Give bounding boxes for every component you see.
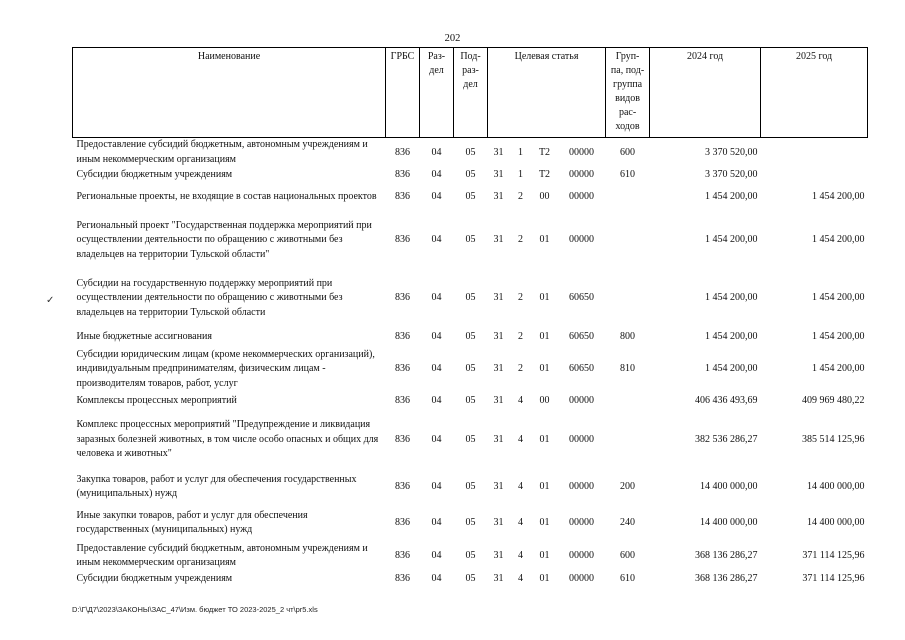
cell-y2025: 1 454 200,00 [812, 363, 865, 374]
table-header-row [73, 48, 868, 138]
cell-podrazdel: 05 [465, 433, 476, 445]
cell-t1: 31 [493, 363, 504, 374]
file-path-footer: D:\Г\Д7\2023\ЗАКОНЫ\ЗАС_47\Изм. бюджет ТО 2023-2025_2 чт\pr5.xls [72, 605, 318, 614]
cell-razdel: 04 [431, 168, 442, 180]
cell-grbs: 836 [395, 394, 410, 406]
cell-podrazdel: 05 [465, 549, 476, 561]
cell-y2025: 1 454 200,00 [812, 190, 865, 202]
cell-y2024: 1 454 200,00 [705, 234, 758, 246]
cell-name: Субсидии бюджетным учреждениям [76, 168, 233, 180]
cell-group: 600 [620, 549, 636, 561]
cell-y2024: 406 436 493,69 [695, 394, 758, 406]
cell-t1: 31 [493, 234, 504, 246]
cell-podrazdel: 05 [465, 234, 476, 246]
cell-y2024: 1 454 200,00 [705, 331, 758, 343]
cell-name: Региональные проекты, не входящие в состав национальных проектов [76, 190, 377, 202]
cell-t2: 2 [518, 292, 523, 304]
table-row [73, 212, 868, 270]
cell-group: 810 [620, 363, 636, 374]
cell-podrazdel: 05 [465, 394, 476, 406]
table-row [73, 168, 868, 183]
cell-name: Региональный проект "Государственная поддержка мероприятий при осуществлении деятельности по обращению с животными без владельцев на территории Тульской области" [76, 219, 372, 260]
table-row [73, 348, 868, 392]
cell-name: Закупка товаров, работ и услуг для обеспечения государственных (муниципальных) нужд [76, 473, 357, 499]
cell-group: 600 [620, 146, 636, 158]
cell-group: 200 [620, 480, 636, 492]
cell-t4: 00000 [569, 572, 595, 584]
page-number: 202 [444, 33, 461, 44]
header-group: Груп- па, под- группа видов рас- ходов [606, 48, 650, 138]
cell-podrazdel: 05 [465, 331, 476, 343]
cell-group [606, 391, 650, 411]
cell-t4: 00000 [569, 394, 595, 406]
cell-grbs: 836 [395, 480, 410, 492]
cell-name: Субсидии бюджетным учреждениям [76, 572, 233, 584]
table-row [73, 138, 868, 168]
table-row [73, 505, 868, 541]
cell-razdel: 04 [431, 234, 442, 246]
cell-t1: 31 [493, 480, 504, 492]
cell-group [606, 212, 650, 270]
budget-table [72, 47, 868, 587]
cell-grbs: 836 [395, 292, 410, 304]
cell-t1: 31 [493, 168, 504, 180]
cell-t1: 31 [493, 190, 504, 202]
cell-y2025: 14 400 000,00 [807, 516, 865, 528]
cell-t3: 00 [539, 190, 550, 202]
cell-razdel: 04 [431, 331, 442, 343]
cell-group: 800 [620, 331, 636, 343]
cell-t3: 01 [539, 516, 550, 528]
cell-podrazdel: 05 [465, 146, 476, 158]
table-row [73, 411, 868, 469]
cell-y2025: 409 969 480,22 [802, 394, 865, 406]
cell-podrazdel: 05 [465, 190, 476, 202]
cell-podrazdel: 05 [465, 516, 476, 528]
cell-y2024: 3 370 520,00 [705, 168, 758, 180]
cell-y2024: 14 400 000,00 [700, 516, 758, 528]
cell-t1: 31 [493, 394, 504, 406]
cell-y2024: 368 136 286,27 [695, 549, 758, 561]
cell-group: 240 [620, 516, 636, 528]
cell-t4: 00000 [569, 190, 595, 202]
cell-t3: 01 [539, 549, 550, 561]
cell-group [606, 183, 650, 212]
cell-t1: 31 [493, 331, 504, 343]
cell-t3: 01 [539, 331, 550, 343]
cell-grbs: 836 [395, 572, 410, 584]
cell-razdel: 04 [431, 146, 442, 158]
cell-grbs: 836 [395, 363, 410, 374]
cell-t4: 00000 [569, 234, 595, 246]
cell-t3: 01 [539, 292, 550, 304]
cell-name: Предоставление субсидий бюджетным, автономным учреждениям и иным некоммерческим организациям [76, 542, 368, 568]
cell-t4: 60650 [569, 292, 595, 304]
cell-y2024: 1 454 200,00 [705, 292, 758, 304]
scan-mark: ✓ [46, 295, 55, 306]
cell-y2025: 14 400 000,00 [807, 480, 865, 492]
cell-t4: 00000 [569, 516, 595, 528]
cell-podrazdel: 05 [465, 168, 476, 180]
table-row [73, 541, 868, 571]
cell-podrazdel: 05 [465, 292, 476, 304]
cell-y2025 [761, 138, 868, 168]
header-name: Наименование [73, 48, 386, 138]
table-row [73, 391, 868, 411]
cell-razdel: 04 [431, 549, 442, 561]
cell-t1: 31 [493, 516, 504, 528]
cell-name: Предоставление субсидий бюджетным, автономным учреждениям и иным некоммерческим организациям [76, 139, 368, 165]
cell-y2025: 1 454 200,00 [812, 234, 865, 246]
cell-t3: 01 [539, 363, 550, 374]
cell-razdel: 04 [431, 363, 442, 374]
cell-t2: 2 [518, 331, 523, 343]
cell-podrazdel: 05 [465, 572, 476, 584]
cell-name: Субсидии юридическим лицам (кроме некоммерческих организаций), индивидуальным предпринимателям, физическим лицам - производителям товаров, работ, услуг [76, 348, 375, 389]
cell-t4: 60650 [569, 331, 595, 343]
cell-grbs: 836 [395, 146, 410, 158]
header-target: Целевая статья [488, 48, 606, 138]
cell-y2025: 1 454 200,00 [812, 331, 865, 343]
cell-name: Субсидии на государственную поддержку мероприятий при осуществлении деятельности по обращению с животными без владельцев на территории Тульской области [76, 277, 343, 318]
cell-grbs: 836 [395, 168, 410, 180]
cell-t3: 00 [539, 394, 550, 406]
cell-t4: 00000 [569, 480, 595, 492]
cell-grbs: 836 [395, 549, 410, 561]
cell-grbs: 836 [395, 234, 410, 246]
cell-name: Комплекс процессных мероприятий "Предупреждение и ликвидация заразных болезней животных, в том числе особо опасных и общих для человека и животных" [76, 419, 379, 460]
cell-t3: 01 [539, 572, 550, 584]
cell-y2024: 382 536 286,27 [695, 433, 758, 445]
cell-t2: 2 [518, 234, 523, 246]
header-2024: 2024 год [650, 48, 761, 138]
cell-razdel: 04 [431, 433, 442, 445]
cell-grbs: 836 [395, 516, 410, 528]
header-grbs: ГРБС [386, 48, 420, 138]
cell-razdel: 04 [431, 292, 442, 304]
cell-podrazdel: 05 [465, 363, 476, 374]
cell-t4: 00000 [569, 549, 595, 561]
cell-y2024: 3 370 520,00 [705, 146, 758, 158]
table-row [73, 469, 868, 505]
table-row [73, 270, 868, 328]
cell-razdel: 04 [431, 394, 442, 406]
cell-t4: 00000 [569, 168, 595, 180]
cell-name: Иные бюджетные ассигнования [76, 331, 212, 343]
cell-y2025 [761, 168, 868, 183]
cell-t2: 4 [518, 433, 523, 445]
cell-y2025: 371 114 125,96 [802, 572, 865, 584]
cell-t1: 31 [493, 146, 504, 158]
cell-t1: 31 [493, 433, 504, 445]
cell-group [606, 270, 650, 328]
cell-t4: 00000 [569, 146, 595, 158]
cell-t4: 00000 [569, 433, 595, 445]
cell-t2: 1 [518, 146, 523, 158]
cell-podrazdel: 05 [465, 480, 476, 492]
cell-t2: 4 [518, 394, 523, 406]
cell-t2: 4 [518, 549, 523, 561]
cell-y2025: 385 514 125,96 [802, 433, 865, 445]
table-row [73, 571, 868, 587]
cell-y2024: 1 454 200,00 [705, 190, 758, 202]
cell-y2025: 371 114 125,96 [802, 549, 865, 561]
cell-t1: 31 [493, 549, 504, 561]
cell-grbs: 836 [395, 190, 410, 202]
cell-y2024: 14 400 000,00 [700, 480, 758, 492]
table-row [73, 328, 868, 348]
cell-t3: 01 [539, 433, 550, 445]
cell-t3: 01 [539, 480, 550, 492]
cell-grbs: 836 [395, 331, 410, 343]
cell-t2: 2 [518, 190, 523, 202]
header-podrazdel: Под- раз- дел [454, 48, 488, 138]
cell-t2: 4 [518, 516, 523, 528]
cell-t2: 1 [518, 168, 523, 180]
cell-razdel: 04 [431, 190, 442, 202]
cell-t1: 31 [493, 292, 504, 304]
header-2025: 2025 год [761, 48, 868, 138]
cell-t2: 4 [518, 572, 523, 584]
cell-t3: Т2 [538, 168, 551, 180]
cell-y2024: 1 454 200,00 [705, 363, 758, 374]
cell-name: Комплексы процессных мероприятий [76, 394, 237, 406]
cell-razdel: 04 [431, 480, 442, 492]
cell-t3: 01 [539, 234, 550, 246]
cell-y2025: 1 454 200,00 [812, 292, 865, 304]
cell-group: 610 [620, 168, 636, 180]
cell-razdel: 04 [431, 516, 442, 528]
cell-name: Иные закупки товаров, работ и услуг для обеспечения государственных (муниципальных) нужд [76, 509, 308, 535]
cell-grbs: 836 [395, 433, 410, 445]
cell-t2: 2 [518, 363, 523, 374]
cell-group [606, 411, 650, 469]
cell-group: 610 [620, 572, 636, 584]
cell-razdel: 04 [431, 572, 442, 584]
cell-t1: 31 [493, 572, 504, 584]
header-razdel: Раз- дел [420, 48, 454, 138]
cell-t3: Т2 [538, 146, 551, 158]
cell-y2024: 368 136 286,27 [695, 572, 758, 584]
table-row [73, 183, 868, 212]
cell-t2: 4 [518, 480, 523, 492]
cell-t4: 60650 [569, 363, 595, 374]
